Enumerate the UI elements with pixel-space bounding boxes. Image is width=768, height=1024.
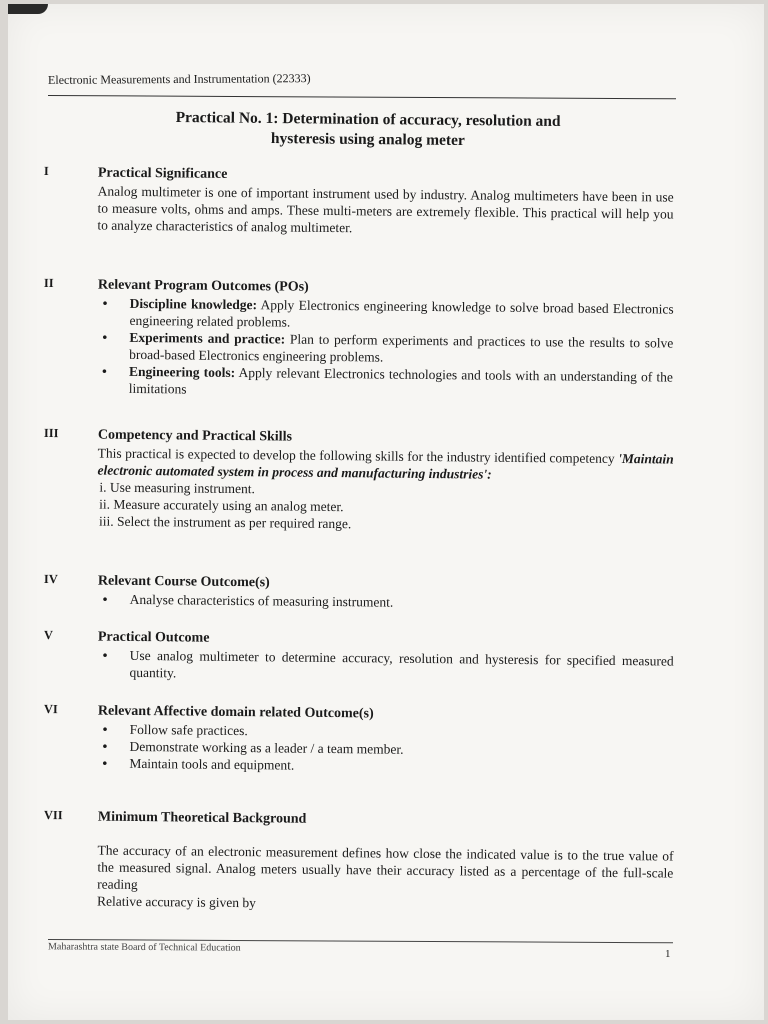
section-heading: Competency and Practical Skills: [97, 427, 293, 445]
list-item: iii. Select the instrument as per required range.: [98, 513, 352, 532]
list-item: • Follow safe practices.: [130, 721, 674, 744]
section-number: V: [43, 628, 54, 643]
list-item: i. Use measuring instrument.: [99, 479, 256, 497]
title-line-1: Practical No. 1: Determination of accuracy, resolution and: [175, 108, 561, 131]
list-item: • Use analog multimeter to determine accuracy, resolution and hysteresis for specified measured quantity.: [129, 647, 673, 687]
section-number: VI: [43, 702, 58, 717]
header-rule: [48, 95, 676, 99]
page-footer: Maharashtra state Board of Technical Education: [47, 941, 241, 954]
section-number: I: [43, 164, 49, 179]
section-number: IV: [43, 572, 58, 587]
section-number: VII: [43, 808, 63, 823]
list-item: • Analyse characteristics of measuring instrument.: [130, 591, 674, 614]
section-text: Analog multimeter is one of important instrument used by industry. Analog multimeters have been in use to measure volts, ohms and amps. These multi-meters are extremely flexible. This practical will help you to analyze characteristics of analog multimeter.: [97, 183, 674, 236]
list-item: • Discipline knowledge: Apply Electronics engineering knowledge to solve broad based Electronics engineering related problems.: [129, 295, 673, 335]
section-text: Relative accuracy is given by: [96, 893, 257, 911]
section-theoretical-background: [43, 808, 674, 916]
section-heading: Relevant Affective domain related Outcome(s): [97, 703, 374, 722]
page-number: 1: [665, 948, 671, 960]
section-number: III: [43, 426, 59, 441]
section-heading: Relevant Program Outcomes (POs): [97, 277, 309, 295]
section-program-outcomes: [43, 276, 674, 403]
po-list: [97, 295, 674, 403]
section-practical-outcome: [43, 628, 674, 687]
section-text: This practical is expected to develop the following skills for the industry identified competency 'Maintain electronic automated system in process and manufacturing industries':: [97, 445, 674, 482]
list-item: • Demonstrate working as a leader / a team member.: [129, 738, 673, 761]
title-line-2: hysteresis using analog meter: [270, 129, 465, 150]
list-item: • Experiments and practice: Plan to perform experiments and practices to use the results to solve broad-based Electronics engineering problems.: [129, 329, 673, 369]
section-affective-outcome: [43, 702, 674, 778]
section-competency: [43, 426, 674, 536]
section-text: The accuracy of an electronic measurement defines how close the indicated value is to the true value of the measured signal. Analog meters usually have their accuracy listed as a percentage of the full-scale reading: [97, 842, 674, 892]
page-corner-shadow: [8, 4, 48, 14]
section-heading: Minimum Theoretical Background: [97, 809, 307, 827]
list-item: • Engineering tools: Apply relevant Electronics technologies and tools with an understanding of the limitations: [129, 363, 673, 403]
document-page: [8, 4, 764, 1020]
running-header: Electronic Measurements and Instrumentation (22333): [47, 71, 311, 87]
list-item: ii. Measure accurately using an analog meter.: [99, 496, 344, 515]
page-title: [108, 107, 628, 152]
section-practical-significance: [43, 164, 674, 240]
section-course-outcome: [44, 572, 674, 614]
section-heading: Relevant Course Outcome(s): [97, 573, 270, 591]
section-number: II: [43, 276, 54, 291]
section-heading: Practical Significance: [97, 165, 228, 182]
section-heading: Practical Outcome: [97, 629, 210, 646]
list-item: • Maintain tools and equipment.: [129, 755, 673, 778]
